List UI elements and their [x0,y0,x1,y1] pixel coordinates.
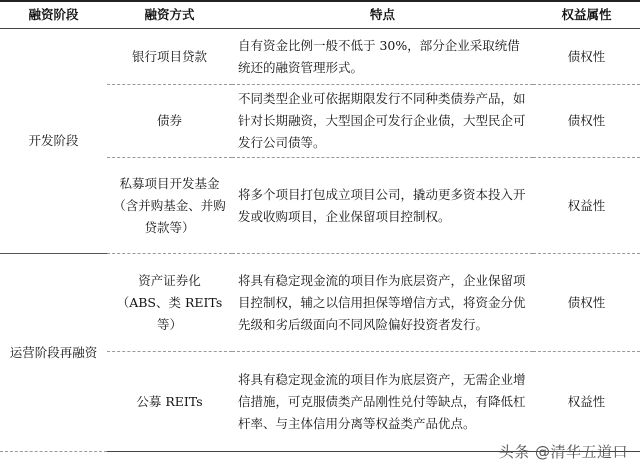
header-method: 融资方式 [107,1,232,29]
stage-cell-operation: 运营阶段再融资 [0,254,107,452]
header-row [0,1,640,29]
header-stage: 融资阶段 [0,1,107,29]
method-cell: 银行项目贷款 [107,29,232,85]
features-cell: 将具有稳定现金流的项目作为底层资产，无需企业增信措施，可克服债类产品刚性兑付等缺点，有降低杠杆率、与主体信用分离等权益类产品优点。 [232,352,533,452]
table-row [0,29,640,85]
rights-cell: 债权性 [533,85,640,158]
table-row [0,254,640,352]
stage-cell-development: 开发阶段 [0,29,107,254]
header-features: 特点 [232,1,533,29]
method-cell: 私募项目开发基金（含并购基金、并购贷款等） [107,158,232,254]
method-cell: 资产证券化（ABS、类 REITs 等） [107,254,232,352]
rights-cell: 权益性 [533,158,640,254]
features-cell: 自有资金比例一般不低于 30%，部分企业采取统借统还的融资管理形式。 [232,29,533,85]
features-cell: 将多个项目打包成立项目公司，撬动更多资本投入开发或收购项目，企业保留项目控制权。 [232,158,533,254]
method-cell: 公募 REITs [107,352,232,452]
method-cell: 债券 [107,85,232,158]
rights-cell: 权益性 [533,352,640,452]
features-cell: 不同类型企业可依据期限发行不同种类债券产品，如针对长期融资，大型国企可发行企业债，大型民企可发行公司债等。 [232,85,533,158]
features-cell: 将具有稳定现金流的项目作为底层资产，企业保留项目控制权，辅之以信用担保等增信方式，将资金分优先级和劣后级面向不同风险偏好投资者发行。 [232,254,533,352]
header-rights: 权益属性 [533,1,640,29]
rights-cell: 债权性 [533,29,640,85]
source-watermark: 头条 @清华五道口 [498,443,628,461]
rights-cell: 债权性 [533,254,640,352]
